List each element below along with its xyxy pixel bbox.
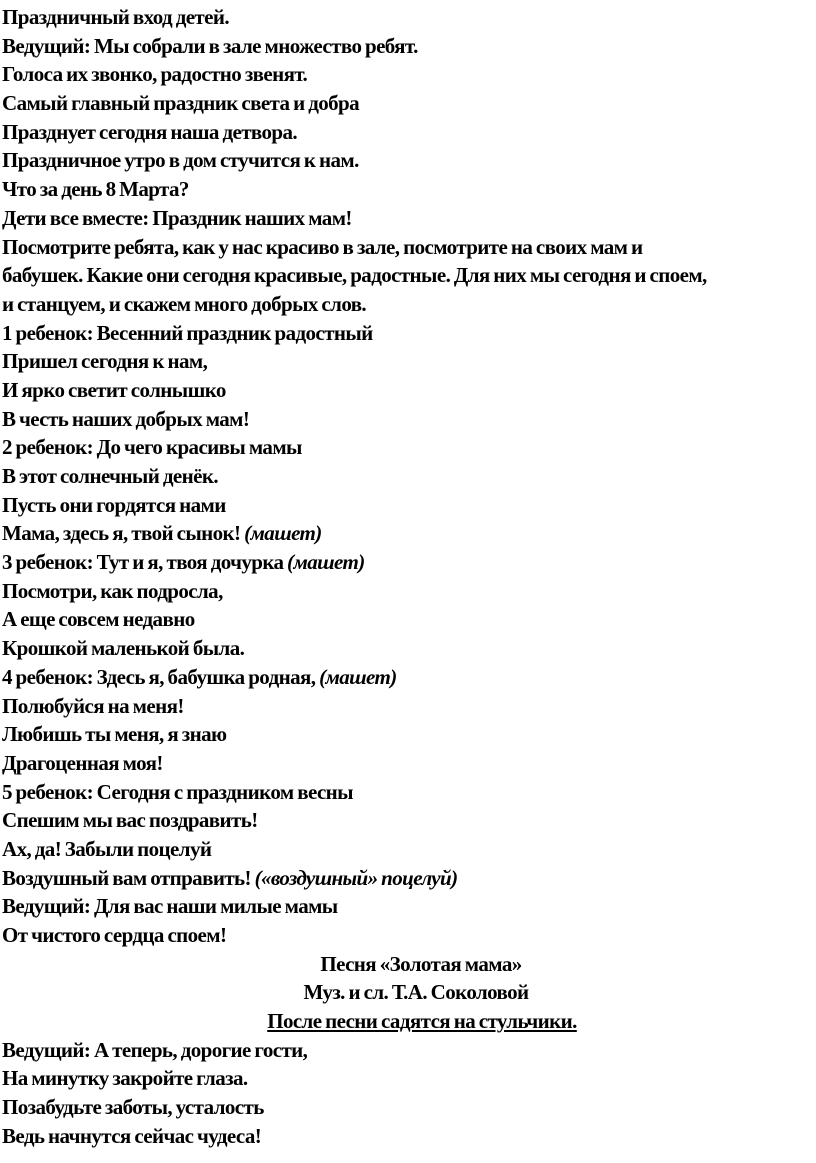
text-line — [2, 118, 816, 147]
text-line — [2, 376, 816, 405]
line-text: Песня «Золотая мама» — [320, 951, 522, 976]
text-line — [2, 548, 816, 577]
text-line — [2, 663, 816, 692]
line-text: Спешим мы вас поздравить! — [2, 808, 258, 833]
text-line — [2, 1036, 816, 1065]
line-text: Пришел сегодня к нам, — [2, 349, 208, 374]
line-text: В честь наших добрых мам! — [2, 406, 250, 431]
text-line — [2, 921, 816, 950]
line-text: Драгоценная моя! — [2, 750, 163, 775]
text-line — [2, 204, 816, 233]
text-line — [2, 491, 816, 520]
stage-direction: (машет) — [319, 664, 397, 689]
line-text: Пусть они гордятся нами — [2, 492, 226, 517]
text-line — [2, 605, 816, 634]
line-text: Крошкой маленькой была. — [2, 636, 245, 661]
line-text: Посмотри, как подросла, — [2, 578, 223, 603]
speaker-label: 1 ребенок: — [2, 320, 93, 345]
text-line — [2, 175, 816, 204]
text-line — [2, 405, 816, 434]
text-line — [2, 146, 816, 175]
line-text: Любишь ты меня, я знаю — [2, 722, 227, 747]
text-line — [2, 864, 816, 893]
speaker-label: 3 ребенок: — [2, 550, 93, 575]
text-line — [2, 519, 816, 548]
line-text: и станцуем, и скажем много добрых слов. — [2, 291, 367, 316]
line-text: И ярко светит солнышко — [2, 377, 226, 402]
text-line — [2, 32, 816, 61]
speaker-label: Ведущий: — [2, 1037, 91, 1062]
line-text: До чего красивы мамы — [93, 435, 302, 460]
text-line — [2, 749, 816, 778]
text-line — [2, 1064, 816, 1093]
line-text: Ах, да! Забыли поцелуй — [2, 836, 212, 861]
line-text: Весенний праздник радостный — [93, 320, 373, 345]
line-text: бабушек. Какие они сегодня красивые, радостные. Для них мы сегодня и споем, — [2, 263, 707, 288]
line-text: В этот солнечный денёк. — [2, 464, 218, 488]
stage-direction: (машет) — [287, 550, 365, 575]
line-text: Ведь начнутся сейчас чудеса! — [2, 1123, 262, 1148]
line-text: Что за день 8 Марта? — [2, 177, 189, 202]
centered-line — [2, 1007, 816, 1036]
text-line — [2, 892, 816, 921]
line-text: А теперь, дорогие гости, — [90, 1037, 308, 1062]
speaker-label: Ведущий: — [2, 894, 91, 919]
text-line — [2, 778, 816, 807]
text-line — [2, 319, 816, 348]
line-text: Праздничный вход детей. — [2, 5, 230, 29]
text-line — [2, 692, 816, 721]
line-text: Посмотрите ребята, как у нас красиво в зале, посмотрите на своих мам и — [2, 234, 643, 259]
speaker-label: Ведущий: — [2, 33, 91, 58]
line-text: Муз. и сл. Т.А. Соколовой — [303, 980, 529, 1005]
line-text: Полюбуйся на меня! — [2, 693, 184, 718]
speaker-label: 5 ребенок: — [2, 779, 93, 804]
text-line — [2, 1122, 816, 1151]
stage-direction: (машет) — [244, 521, 322, 546]
line-text: Тут и я, твоя дочурка — [93, 550, 288, 575]
line-text: Воздушный вам отправить! — [2, 865, 255, 890]
line-text: На минутку закройте глаза. — [2, 1066, 248, 1091]
speaker-label: 4 ребенок: — [2, 664, 93, 689]
text-line — [2, 233, 816, 262]
line-text: Сегодня с праздником весны — [93, 779, 353, 804]
text-line — [2, 1093, 816, 1122]
line-text: От чистого сердца споем! — [2, 923, 227, 947]
text-line — [2, 347, 816, 376]
line-text: А еще совсем недавно — [2, 607, 195, 632]
speaker-label: 2 ребенок: — [2, 435, 93, 460]
text-line — [2, 634, 816, 663]
text-line — [2, 60, 816, 89]
line-text: Позабудьте заботы, усталость — [2, 1095, 264, 1120]
text-line — [2, 720, 816, 749]
line-text: Мама, здесь я, твой сынок! — [2, 521, 245, 546]
line-text: После песни садятся на стульчики. — [267, 1009, 577, 1034]
text-line — [2, 261, 816, 290]
text-line — [2, 835, 816, 864]
centered-line — [2, 978, 816, 1007]
line-text: Праздничное утро в дом стучится к нам. — [2, 148, 359, 173]
text-line — [2, 3, 816, 32]
text-line — [2, 290, 816, 319]
line-text: Праздник наших мам! — [148, 205, 352, 230]
line-text: Мы собрали в зале множество ребят. — [90, 33, 418, 58]
stage-direction: («воздушный» поцелуй) — [254, 865, 458, 890]
text-line — [2, 462, 816, 491]
line-text: Самый главный праздник света и добра — [2, 91, 360, 116]
speaker-label: Дети все вместе: — [2, 205, 149, 230]
line-text: Голоса их звонко, радостно звенят. — [2, 62, 308, 87]
line-text: Здесь я, бабушка родная, — [93, 664, 320, 689]
text-line — [2, 577, 816, 606]
line-text: Для вас наши милые мамы — [90, 894, 338, 919]
centered-line — [2, 950, 816, 979]
line-text: Празднует сегодня наша детвора. — [2, 119, 298, 144]
text-line — [2, 89, 816, 118]
text-line — [2, 806, 816, 835]
text-line — [2, 433, 816, 462]
